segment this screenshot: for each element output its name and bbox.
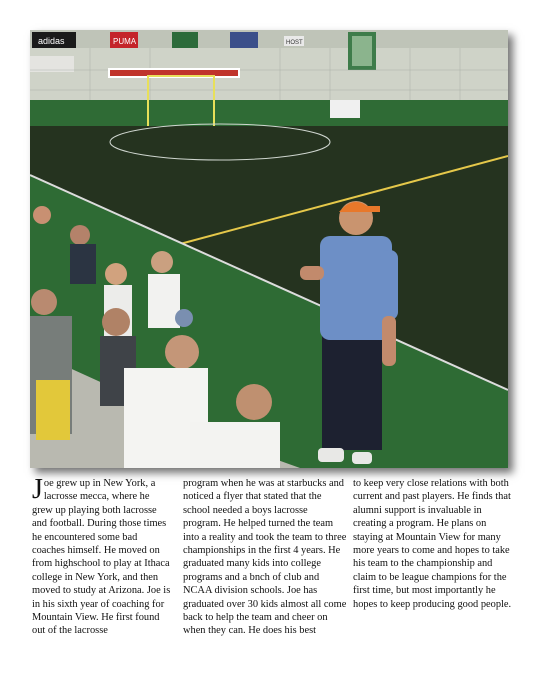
article-column-1: [32, 474, 172, 638]
host-sign: HOST: [286, 40, 303, 46]
article-column-2: program when he was at starbucks and noticed a flyer that stated that the school needed a boys lacrosse program. He helped turned the team into a reality and took the team to three championships in the first 4 years. He graduated many kids into college programs and a bnch of club and NCAA division schools. Joe has graduated over 30 kids almost all come back to help the team and cheer on when they can. He does his best: [183, 478, 347, 637]
article-column-3: to keep very close relations with both current and past players. He finds that alumni support is invaluable in creating a program. He plans on staying at Mountain View for many more years to come and hopes to take his team to the championship and claim to be league champions for the first time, but most importantly he hopes to keep producing good people.: [353, 478, 512, 610]
coach-photo: [30, 30, 508, 468]
puma-sign: PUMA: [113, 37, 137, 46]
drop-cap: J: [32, 474, 43, 505]
article-text-1: oe grew up in New York, a lacrosse mecca, where he grew up playing both lacrosse and football. During those times he encountered some bad coaches himself. He moved on from highschool to play at Ithaca college in New York, and then moved to study at Arizona. Joe is in his sixth year of coaching for Mountain View. He first found out of the lacrosse: [32, 478, 171, 637]
adidas-sign: adidas: [38, 36, 65, 46]
